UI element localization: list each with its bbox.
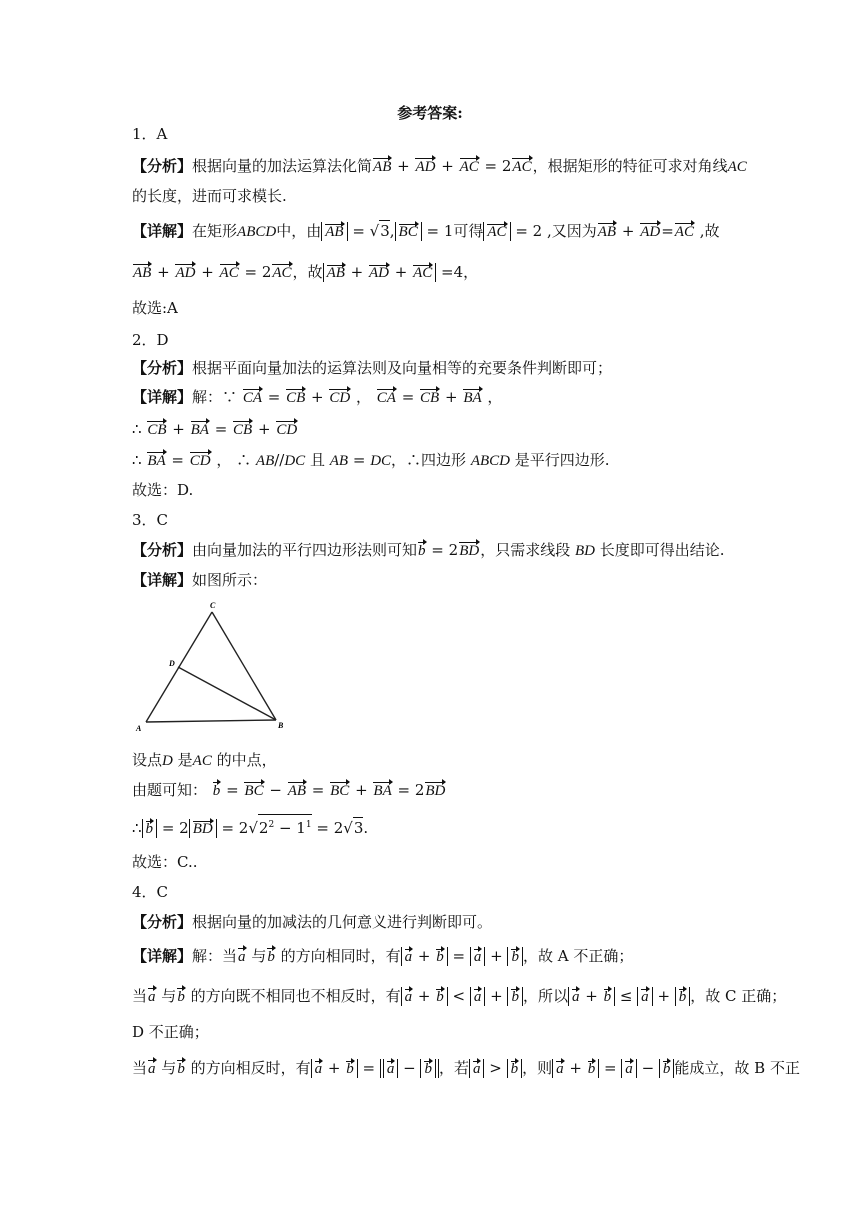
q3-choice: 故选：C.. — [132, 853, 198, 871]
q2-step2: ∴ CB + BA = CB + CD — [132, 420, 298, 438]
q1-detail: 【详解】在矩形ABCD中，由 AB = √3, BC = 1可得 AC = 2 ,又因为AB + AD=AC ,故 — [132, 222, 720, 240]
q2-analysis: 【分析】根据平面向量加法的运算法则及向量相等的充要条件判断即可； — [132, 359, 613, 377]
q3-analysis: 【分析】由向量加法的平行四边形法则可知b = 2BD，只需求线段 BD 长度即可得出结论. — [132, 541, 725, 559]
label-d: D — [169, 659, 175, 668]
q1-analysis: 【分析】根据向量的加法运算法化简AB + AD + AC = 2AC，根据矩形的特征可求对角线AC — [132, 157, 747, 175]
q2-detail: 【详解】解：∵ CA = CB + CD ， CA = CB + BA ， — [132, 388, 503, 406]
q4-number: 4．C — [132, 883, 169, 901]
label-c: C — [210, 601, 216, 610]
q3-detail: 【详解】如图所示： — [132, 571, 268, 589]
label-a: A — [136, 724, 142, 733]
q1-number: 1．A — [132, 125, 168, 143]
q4-analysis: 【分析】根据向量的加减法的几何意义进行判断即可。 — [132, 913, 493, 931]
q4-detail-case3: 当a 与b 的方向相反时，有 a + b = a − b ，若 a > b ，则 a + b = a − b 能成立，故 B 不正 — [132, 1059, 800, 1077]
q3-number: 3．C — [132, 511, 169, 529]
q4-detail: 【详解】解：当a 与b 的方向相同时，有 a + b = a + b ，故 A 不正确； — [132, 947, 634, 965]
q1-choice: 故选:A — [132, 299, 178, 317]
side-ab — [146, 720, 276, 722]
q3-given: 由题可知： b = BC − AB = BC + BA = 2BD — [132, 781, 446, 799]
q2-step3: ∴ BA = CD ， ∴ AB//DC 且 AB = DC，∴四边形 ABCD 是平行四边形. — [132, 451, 610, 469]
label-b: B — [278, 721, 284, 730]
q3-result: ∴ b = 2 BD = $2√2^2 - 1^1 = 2√3$. — [132, 814, 368, 838]
q2-choice: 故选：D. — [132, 481, 194, 499]
page-title: 参考答案: — [397, 104, 463, 122]
q4-detail-d: D 不正确； — [132, 1023, 209, 1041]
q1-analysis-cont: 的长度，进而可求模长. — [132, 187, 287, 205]
q3-setup: 设点D 是AC 的中点， — [132, 751, 277, 769]
q2-number: 2．D — [132, 331, 169, 349]
q1-detail-cont: AB + AD + AC = 2AC，故 AB + AD + AC =4， — [133, 263, 479, 281]
segment-bd — [178, 667, 276, 720]
triangle-figure — [132, 598, 292, 736]
side-cb — [212, 612, 276, 720]
q4-detail-case2: 当a 与b 的方向既不相同也不相反时，有 a + b < a + b ，所以 a + b ≤ a + b ，故 C 正确； — [132, 987, 787, 1005]
